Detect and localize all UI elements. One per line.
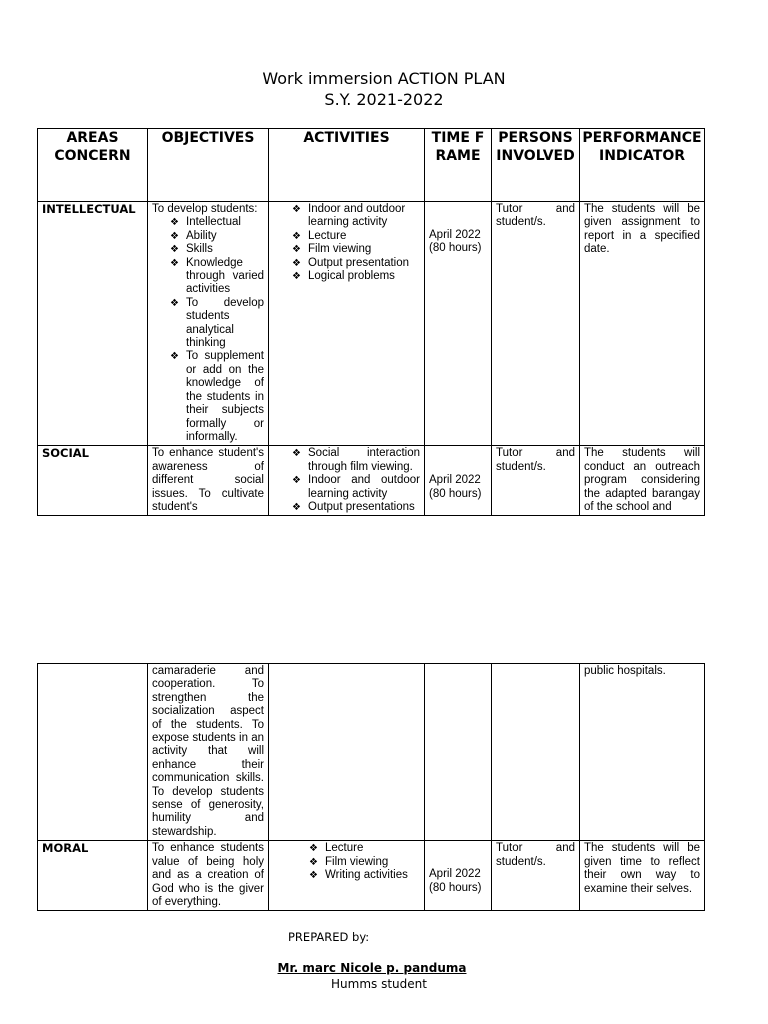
activities-moral (269, 841, 425, 911)
area-social: SOCIAL (38, 446, 148, 516)
action-plan-table-page-1 (37, 128, 705, 516)
time-frame-date: April 2022 (429, 868, 481, 881)
table-row-intellectual (38, 202, 705, 446)
performance-moral: The students will be given time to reflect their own way to examine their selves. (580, 841, 705, 911)
list-item: ❖ Intellectual (186, 216, 264, 229)
objectives-moral: To enhance students value of being holy and as a creation of God who is the giver of everything. (148, 841, 269, 911)
prepared-by-label: PREPARED by: (288, 930, 370, 944)
area-social-continued (38, 664, 148, 841)
list-item: ❖ Logical problems (308, 270, 420, 283)
objectives-social: To enhance student's awareness of different social issues. To cultivate student's (148, 446, 269, 516)
list-item: ❖ Writing activities (325, 869, 420, 882)
title-line-2: S.Y. 2021-2022 (324, 90, 444, 109)
document-title (0, 68, 768, 110)
objectives-intellectual (148, 202, 269, 446)
performance-social: The students will conduct an outreach program considering the adapted barangay of the school and (580, 446, 705, 516)
persons-social: Tutor and student/s. (492, 446, 580, 516)
list-item: ❖ To supplement or add on the knowledge of the students in their subjects formally or informally. (186, 350, 264, 444)
time-frame-intellectual (425, 202, 492, 446)
col-header-areas: AREAS CONCERN (38, 129, 148, 202)
col-header-objectives: OBJECTIVES (148, 129, 269, 202)
col-header-performance: PERFORMANCE INDICATOR (580, 129, 705, 202)
time-frame-social (425, 446, 492, 516)
title-line-1: Work immersion ACTION PLAN (262, 69, 506, 88)
col-header-time-frame: TIME FRAME (425, 129, 492, 202)
activities-social (269, 446, 425, 516)
action-plan-table-page-2 (37, 663, 705, 911)
activities-social-continued (269, 664, 425, 841)
area-intellectual: INTELLECTUAL (38, 202, 148, 446)
time-frame-social-continued (425, 664, 492, 841)
area-moral: MORAL (38, 841, 148, 911)
objectives-social-continued: camaraderie and cooperation. To strengthen the socialization aspect of the students. To expose students in an activity that will enhance their communication skills. To develop students sense of generosity, humility and stewardship. (148, 664, 269, 841)
time-frame-date: April 2022 (429, 474, 481, 487)
list-item: ❖ Skills (186, 243, 264, 256)
signer-role: Humms student (331, 977, 427, 991)
time-frame-hours: (80 hours) (429, 487, 482, 500)
list-item: ❖ Knowledge through varied activities (186, 257, 264, 297)
activities-intellectual (269, 202, 425, 446)
table-row-moral (38, 841, 705, 911)
time-frame-hours: (80 hours) (429, 242, 482, 255)
list-item: ❖ Film viewing (308, 243, 420, 256)
list-item: ❖ To develop students analytical thinking (186, 297, 264, 351)
col-header-persons: PERSONS INVOLVED (492, 129, 580, 202)
list-item: ❖ Ability (186, 230, 264, 243)
table-row-social (38, 446, 705, 516)
objectives-intro: To develop students: (152, 203, 258, 215)
list-item: ❖ Social interaction through film viewing. (308, 447, 420, 474)
time-frame-moral (425, 841, 492, 911)
list-item: ❖ Lecture (325, 842, 420, 855)
col-header-activities: ACTIVITIES (269, 129, 425, 202)
time-frame-hours: (80 hours) (429, 881, 482, 894)
persons-moral: Tutor and student/s. (492, 841, 580, 911)
table-row-social-continued (38, 664, 705, 841)
signer-name: Mr. marc Nicole p. panduma (277, 961, 467, 975)
list-item: ❖ Output presentation (308, 257, 420, 270)
list-item: ❖ Output presentations (308, 501, 420, 514)
list-item: ❖ Lecture (308, 230, 420, 243)
list-item: ❖ Indoor and outdoor learning activity (308, 474, 420, 501)
persons-social-continued (492, 664, 580, 841)
list-item: ❖ Indoor and outdoor learning activity (308, 203, 420, 230)
performance-social-continued: public hospitals. (580, 664, 705, 841)
time-frame-date: April 2022 (429, 229, 481, 241)
persons-intellectual: Tutor and student/s. (492, 202, 580, 446)
performance-intellectual: The students will be given assignment to report in a specified date. (580, 202, 705, 446)
list-item: ❖ Film viewing (325, 856, 420, 869)
header-row (38, 129, 705, 202)
